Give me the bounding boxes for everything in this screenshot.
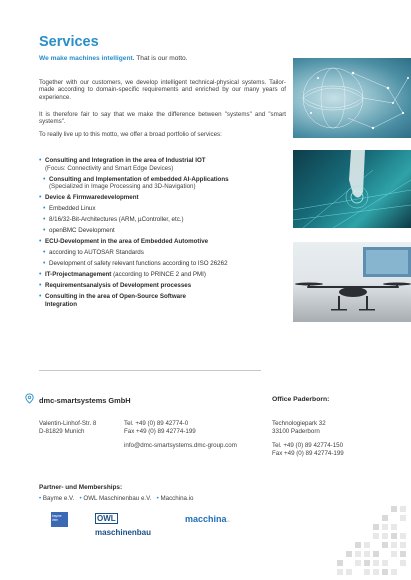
partners-title: Partner- und Memberships: bbox=[39, 484, 123, 491]
bullet: • bbox=[156, 495, 159, 502]
decor-dot bbox=[373, 524, 379, 530]
company-fax: Fax +49 (0) 89 42774-199 bbox=[124, 428, 196, 435]
decor-dot bbox=[400, 506, 406, 512]
decor-dot bbox=[391, 551, 397, 557]
bullet: • bbox=[39, 194, 42, 201]
service-item bbox=[39, 293, 289, 308]
decor-dot bbox=[382, 524, 388, 530]
bullet: • bbox=[43, 249, 46, 256]
decor-dot bbox=[364, 542, 370, 548]
service-label: Requirementsanalysis of Development processes bbox=[45, 282, 192, 289]
service-item bbox=[39, 238, 289, 246]
service-label: IT-Projectmanagement bbox=[45, 271, 112, 278]
decor-dot bbox=[391, 542, 397, 548]
service-item bbox=[39, 194, 289, 202]
service-label: ECU-Development in the area of Embedded Automotive bbox=[45, 238, 209, 245]
decor-dot bbox=[373, 560, 379, 566]
decor-dot bbox=[364, 569, 370, 575]
service-label: Device & Firmwaredevelopment bbox=[45, 194, 139, 201]
bullet: • bbox=[39, 238, 42, 245]
motto-highlight: We make machines intelligent. bbox=[39, 55, 135, 62]
company-street: Valentin-Linhof-Str. 8 bbox=[39, 420, 97, 427]
service-label: Embedded Linux bbox=[49, 205, 96, 212]
bullet: • bbox=[43, 175, 46, 183]
page-title: Services bbox=[39, 34, 99, 50]
office-city: 33100 Paderborn bbox=[272, 428, 320, 435]
bullet: • bbox=[79, 495, 82, 502]
decor-dot bbox=[400, 560, 406, 566]
portfolio-paragraph: To really live up to this motto, we offer a broad portfolio of services: bbox=[39, 131, 222, 138]
office-tel: Tel. +49 (0) 89 42774-150 bbox=[272, 442, 344, 449]
memberships-list bbox=[39, 495, 194, 502]
service-item bbox=[39, 157, 289, 172]
service-label: 8/16/32-Bit-Architectures (ARM, µController, etc.) bbox=[49, 216, 184, 223]
bullet: • bbox=[43, 227, 46, 234]
bullet: • bbox=[39, 282, 42, 289]
macchina-logo: macchina.io bbox=[185, 514, 230, 524]
bullet: • bbox=[43, 216, 46, 223]
company-email-link[interactable]: info@dmc-smartsystems.dmc-group.com bbox=[124, 442, 237, 449]
service-note: (according to PRINCE 2 and PMI) bbox=[111, 271, 206, 278]
service-label: according to AUTOSAR Standards bbox=[49, 249, 144, 256]
service-item bbox=[43, 227, 289, 235]
difference-paragraph: It is therefore fair to say that we make the difference between "systems" and "smart systems". bbox=[39, 111, 286, 126]
decor-dot bbox=[337, 569, 343, 575]
service-item bbox=[43, 216, 289, 224]
decor-dot bbox=[355, 542, 361, 548]
office-title: Office Paderborn: bbox=[272, 396, 330, 403]
decor-dot bbox=[391, 524, 397, 530]
decor-dot bbox=[355, 551, 361, 557]
motto bbox=[39, 55, 188, 62]
drone-image bbox=[293, 242, 411, 322]
decor-dot bbox=[346, 569, 352, 575]
decorative-dot-pattern bbox=[333, 500, 411, 580]
bullet: • bbox=[39, 271, 42, 278]
company-address bbox=[39, 420, 96, 436]
office-street: Technologiepark 32 bbox=[272, 420, 326, 427]
service-item bbox=[43, 260, 289, 268]
decor-dot bbox=[382, 515, 388, 521]
decor-dot bbox=[400, 551, 406, 557]
decor-dot bbox=[382, 542, 388, 548]
decor-dot bbox=[337, 560, 343, 566]
location-pin-icon bbox=[24, 393, 35, 404]
decor-dot bbox=[382, 533, 388, 539]
bayme-logo: bayme vbm bbox=[51, 512, 68, 527]
decor-dot bbox=[400, 542, 406, 548]
decor-dot bbox=[400, 515, 406, 521]
company-name: dmc-smartsystems GmbH bbox=[39, 396, 131, 405]
intro-paragraph: Together with our customers, we develop intelligent technical-physical systems. Tailor-made according to domain-specific requirements and enriched by our many years of experience. bbox=[39, 79, 286, 101]
decor-dot bbox=[391, 569, 397, 575]
service-detail: (Focus: Connectivity and Smart Edge Devices) bbox=[45, 164, 174, 172]
service-label: openBMC Development bbox=[49, 227, 115, 234]
owl-maschinenbau-logo: OWLmaschinenbau bbox=[95, 514, 152, 537]
company-contact bbox=[124, 420, 237, 450]
decor-dot bbox=[373, 533, 379, 539]
decor-dot bbox=[373, 569, 379, 575]
network-globe-image bbox=[293, 58, 411, 138]
decor-dot bbox=[391, 533, 397, 539]
bullet: • bbox=[39, 293, 42, 300]
company-city: D-81829 Munich bbox=[39, 428, 85, 435]
services-list bbox=[39, 157, 289, 312]
decor-dot bbox=[382, 560, 388, 566]
service-item bbox=[39, 271, 289, 279]
decor-dot bbox=[391, 506, 397, 512]
membership-owl: OWL Maschinenbau e.V. bbox=[83, 495, 152, 502]
decor-dot bbox=[382, 569, 388, 575]
decor-dot bbox=[355, 560, 361, 566]
section-divider bbox=[39, 370, 261, 371]
service-label: Consulting and Implementation of embedded AI-Applications bbox=[49, 175, 229, 183]
service-label: Consulting in the area of Open-Source Software bbox=[45, 293, 186, 300]
decor-dot bbox=[364, 560, 370, 566]
service-item bbox=[43, 205, 289, 213]
bullet: • bbox=[43, 205, 46, 212]
service-item bbox=[39, 282, 289, 290]
service-detail: (Specialized in Image Processing and 3D-Navigation) bbox=[49, 183, 196, 190]
decor-dot bbox=[364, 551, 370, 557]
bullet: • bbox=[43, 260, 46, 267]
bullet: • bbox=[39, 495, 42, 502]
decor-dot bbox=[346, 551, 352, 557]
service-label: Development of safety relevant functions according to ISO 26262 bbox=[49, 260, 228, 267]
service-detail: Integration bbox=[45, 300, 77, 308]
service-item bbox=[43, 249, 289, 257]
motto-rest: That is our motto. bbox=[134, 55, 188, 62]
office-address bbox=[272, 420, 344, 458]
decor-dot bbox=[400, 533, 406, 539]
membership-macchina: Macchina.io bbox=[160, 495, 194, 502]
service-item bbox=[43, 176, 289, 191]
decor-dot bbox=[373, 551, 379, 557]
membership-bayme: Bayme e.V. bbox=[42, 495, 75, 502]
touch-technology-image bbox=[293, 150, 411, 228]
company-tel: Tel. +49 (0) 89 42774-0 bbox=[124, 420, 189, 427]
service-label: Consulting and Integration in the area of Industrial IOT bbox=[45, 157, 206, 164]
bullet: • bbox=[39, 157, 42, 164]
office-fax: Fax +49 (0) 89 42774-199 bbox=[272, 450, 344, 457]
